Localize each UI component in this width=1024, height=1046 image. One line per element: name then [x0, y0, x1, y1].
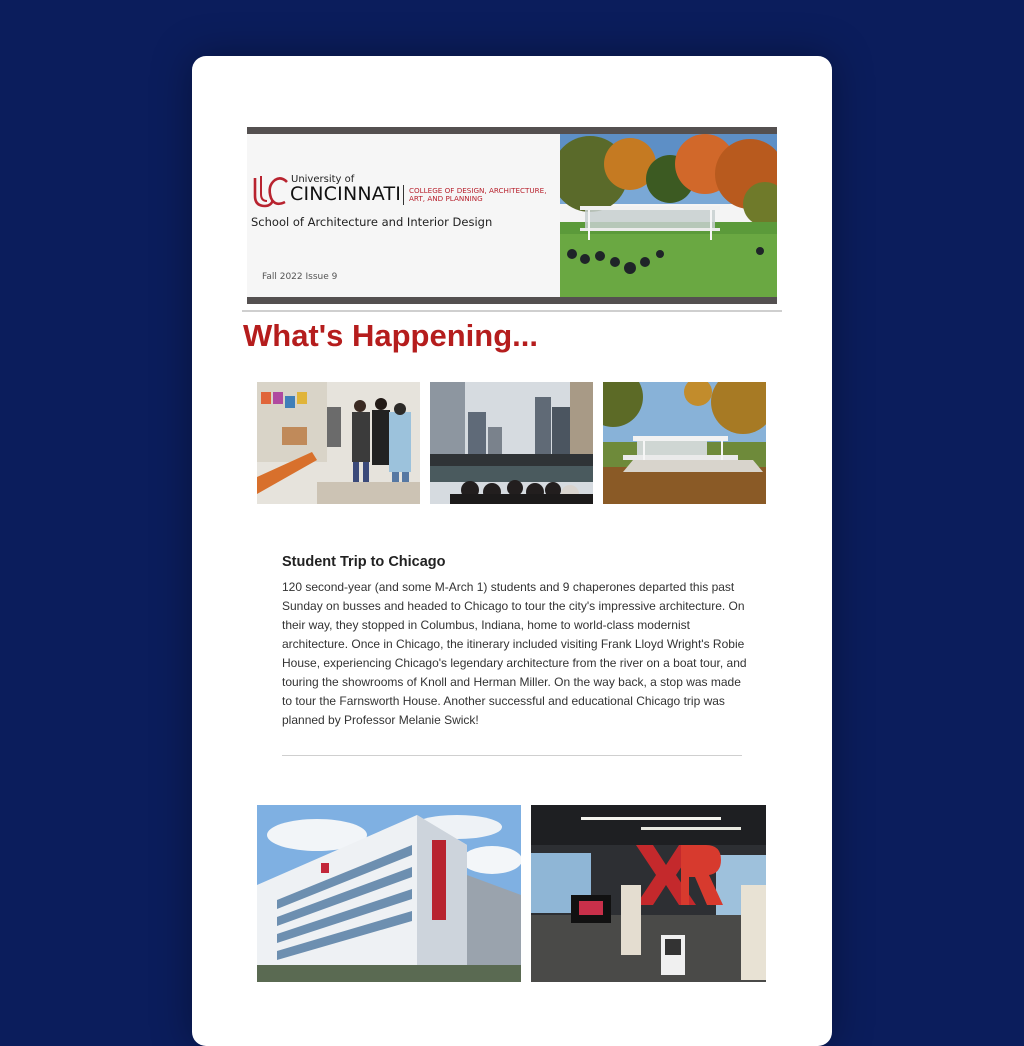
- banner-top-bar: [247, 127, 777, 134]
- newsletter-banner: [247, 127, 777, 304]
- photo-farnsworth-house[interactable]: [603, 382, 766, 504]
- article-divider: [282, 755, 742, 756]
- article-title: Student Trip to Chicago: [282, 554, 446, 570]
- cincinnati-wordmark: CINCINNATI: [290, 183, 402, 205]
- section-headline: What's Happening...: [243, 318, 538, 353]
- uc-logo-icon: [251, 174, 291, 210]
- banner-divider: [242, 310, 782, 312]
- photo-showroom[interactable]: [257, 382, 420, 504]
- issue-label: Fall 2022 Issue 9: [262, 272, 338, 282]
- photo-dapp-building[interactable]: [257, 805, 521, 982]
- school-name: School of Architecture and Interior Design: [251, 215, 493, 229]
- banner-bottom-bar: [247, 297, 777, 304]
- banner-photo-farnsworth: [560, 134, 777, 297]
- university-of-label: University of: [291, 174, 355, 185]
- photo-chicago-river[interactable]: [430, 382, 593, 504]
- college-name: COLLEGE OF DESIGN, ARCHITECTURE, ART, AND PLANNING: [409, 186, 547, 203]
- logo-separator: [403, 185, 404, 205]
- banner-branding: [247, 134, 560, 297]
- article-body: 120 second-year (and some M-Arch 1) students and 9 chaperones departed this past Sunday on busses and headed to Chicago to tour the city's impressive architecture. On their way, they stopped in Columbus, Indiana, home to world-class modernist architecture. Once in Chicago, the itinerary included visiting Frank Lloyd Wright's Robie House, experiencing Chicago's legendary architecture from the river on a boat tour, and touring the showrooms of Knoll and Herman Miller. On the way back, a stop was made to tour the Farnsworth House. Another successful and educational Chicago trip was planned by Professor Melanie Swick!: [282, 580, 747, 727]
- photo-xr-lab[interactable]: [531, 805, 766, 982]
